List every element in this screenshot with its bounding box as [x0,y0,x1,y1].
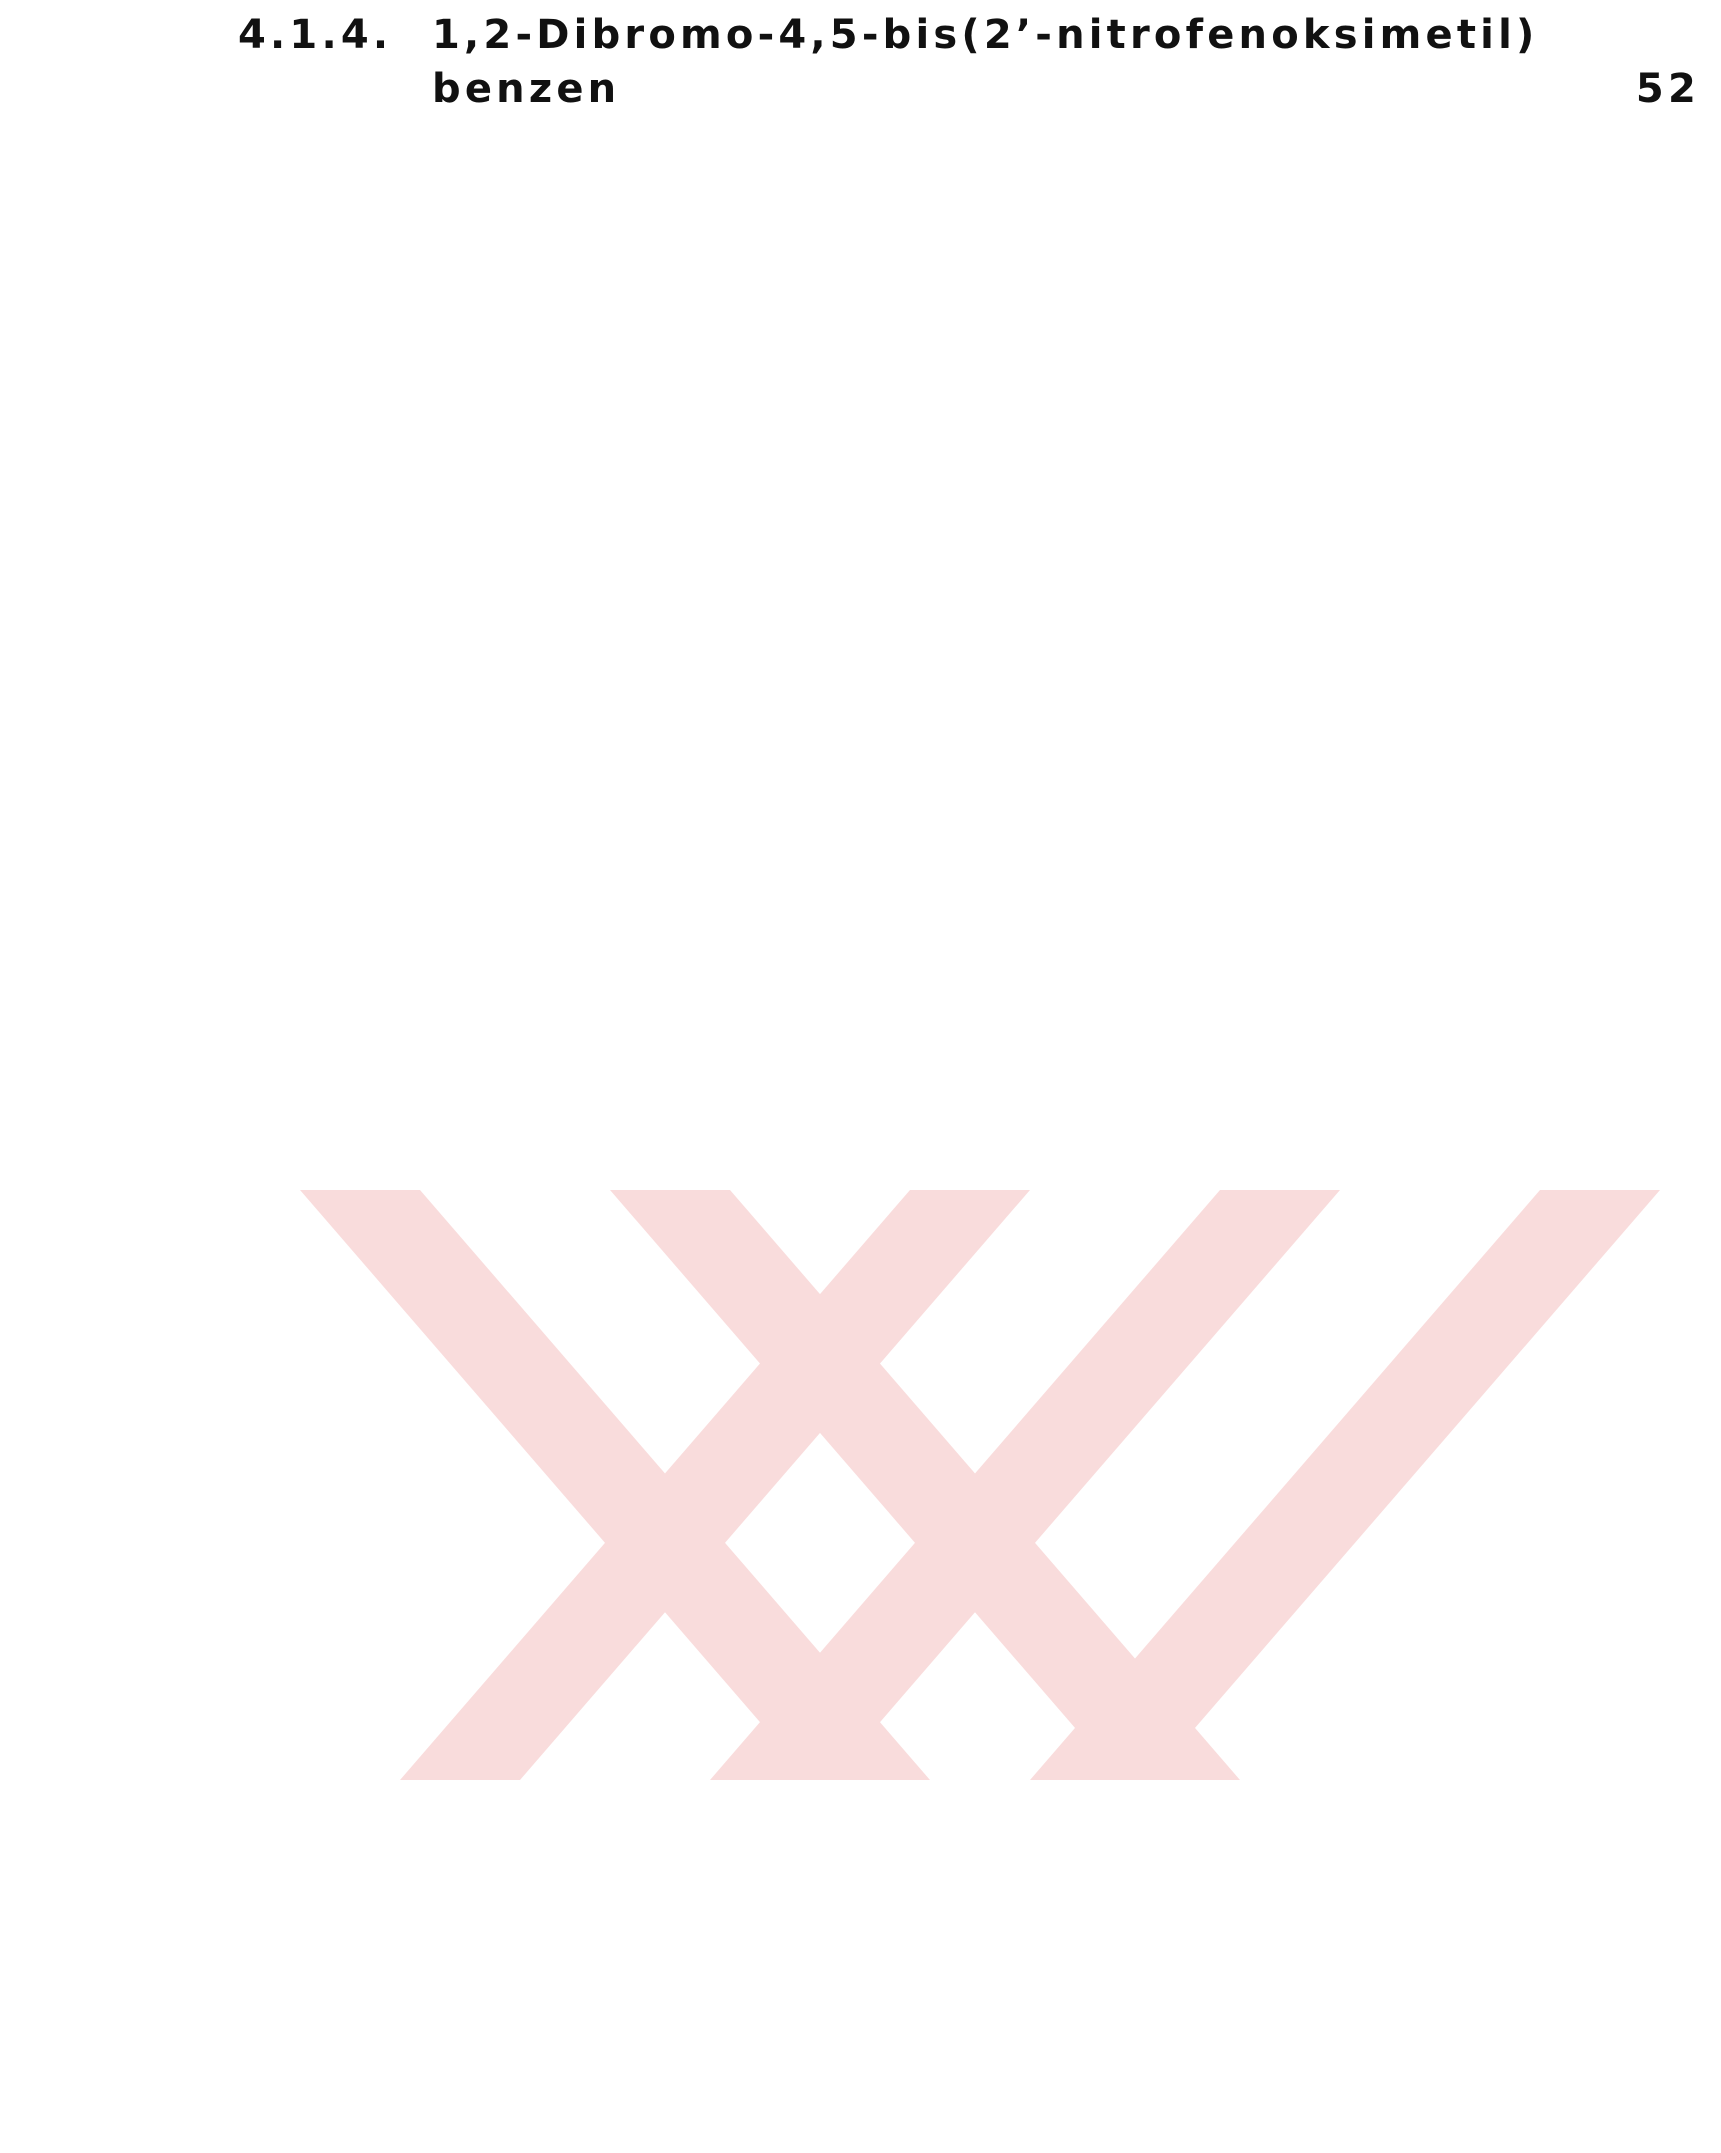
entry-title: benzen [432,66,621,112]
entry-title: 1,2-Dibromo-4,5-bis(2’-nitrofenoksimetil) [432,12,1539,58]
toc-entry-line [0,62,1721,116]
page-number: 52 [1635,66,1700,112]
toc-entry-line [0,8,1721,62]
section-number: 4.1.4. [238,12,393,58]
